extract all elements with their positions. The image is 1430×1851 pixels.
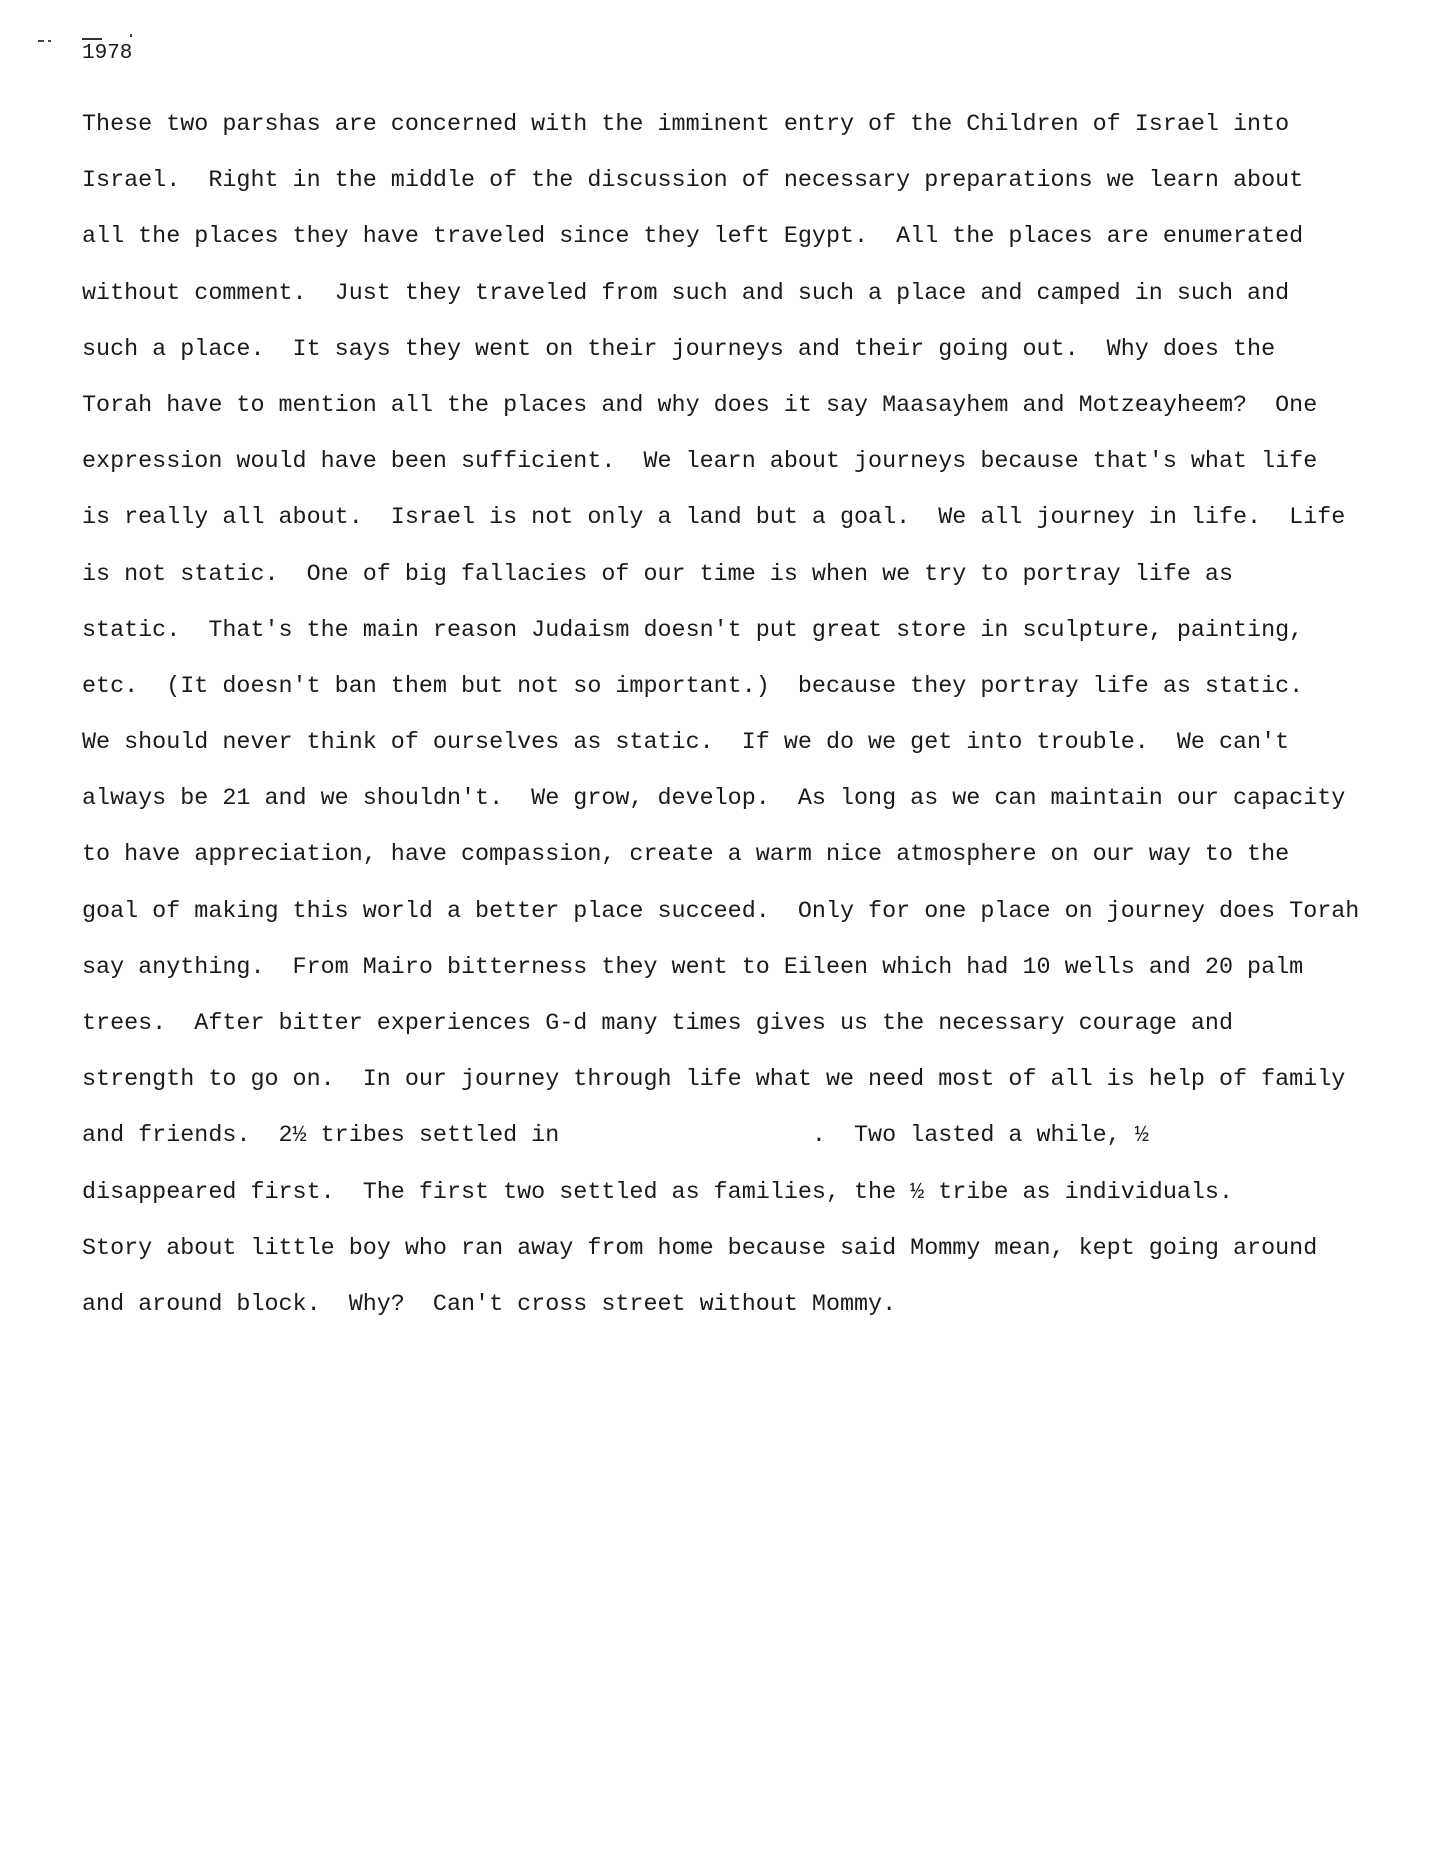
document-year: 1978	[82, 42, 133, 65]
text-line: without comment. Just they traveled from such and such a place and camped in such and	[82, 280, 1290, 307]
year-overline	[82, 38, 102, 40]
text-line: disappeared first. The first two settled as families, the ½ tribe as individuals.	[82, 1179, 1234, 1206]
text-line: These two parshas are concerned with the imminent entry of the Children of Israel into	[82, 112, 1290, 138]
text-line: etc. (It doesn't ban them but not so important.) because they portray life as static.	[82, 673, 1304, 700]
text-line: static. That's the main reason Judaism doesn't put great store in sculpture, painting,	[82, 617, 1304, 644]
text-line: expression would have been sufficient. We learn about journeys because that's what life	[82, 449, 1318, 476]
document-body	[82, 97, 1412, 1333]
text-line: and friends. 2½ tribes settled in . Two lasted a while, ½	[82, 1123, 1149, 1150]
scan-mark	[38, 40, 44, 42]
text-line: Israel. Right in the middle of the discussion of necessary preparations we learn about	[82, 168, 1304, 195]
text-line: Torah have to mention all the places and why does it say Maasayhem and Motzeayheem? One	[82, 392, 1318, 419]
text-line: always be 21 and we shouldn't. We grow, develop. As long as we can maintain our capacity	[82, 786, 1346, 813]
text-line: is not static. One of big fallacies of our time is when we try to portray life as	[82, 561, 1234, 588]
text-line: We should never think of ourselves as static. If we do we get into trouble. We can't	[82, 730, 1290, 757]
text-line: and around block. Why? Can't cross street without Mommy.	[82, 1291, 897, 1318]
text-line: strength to go on. In our journey through life what we need most of all is help of family	[82, 1067, 1346, 1094]
text-line: is really all about. Israel is not only a land but a goal. We all journey in life. Life	[82, 505, 1346, 532]
scan-mark	[48, 40, 51, 42]
text-line: to have appreciation, have compassion, create a warm nice atmosphere on our way to the	[82, 842, 1290, 869]
text-line: such a place. It says they went on their journeys and their going out. Why does the	[82, 336, 1276, 363]
text-line: all the places they have traveled since they left Egypt. All the places are enumerated	[82, 224, 1304, 251]
text-line: Story about little boy who ran away from home because said Mommy mean, kept going around	[82, 1235, 1318, 1262]
text-line: say anything. From Mairo bitterness they went to Eileen which had 10 wells and 20 palm	[82, 954, 1304, 981]
text-line: trees. After bitter experiences G-d many times gives us the necessary courage and	[82, 1011, 1234, 1037]
scan-mark	[130, 34, 132, 37]
text-line: goal of making this world a better place succeed. Only for one place on journey does Torah	[82, 898, 1360, 925]
